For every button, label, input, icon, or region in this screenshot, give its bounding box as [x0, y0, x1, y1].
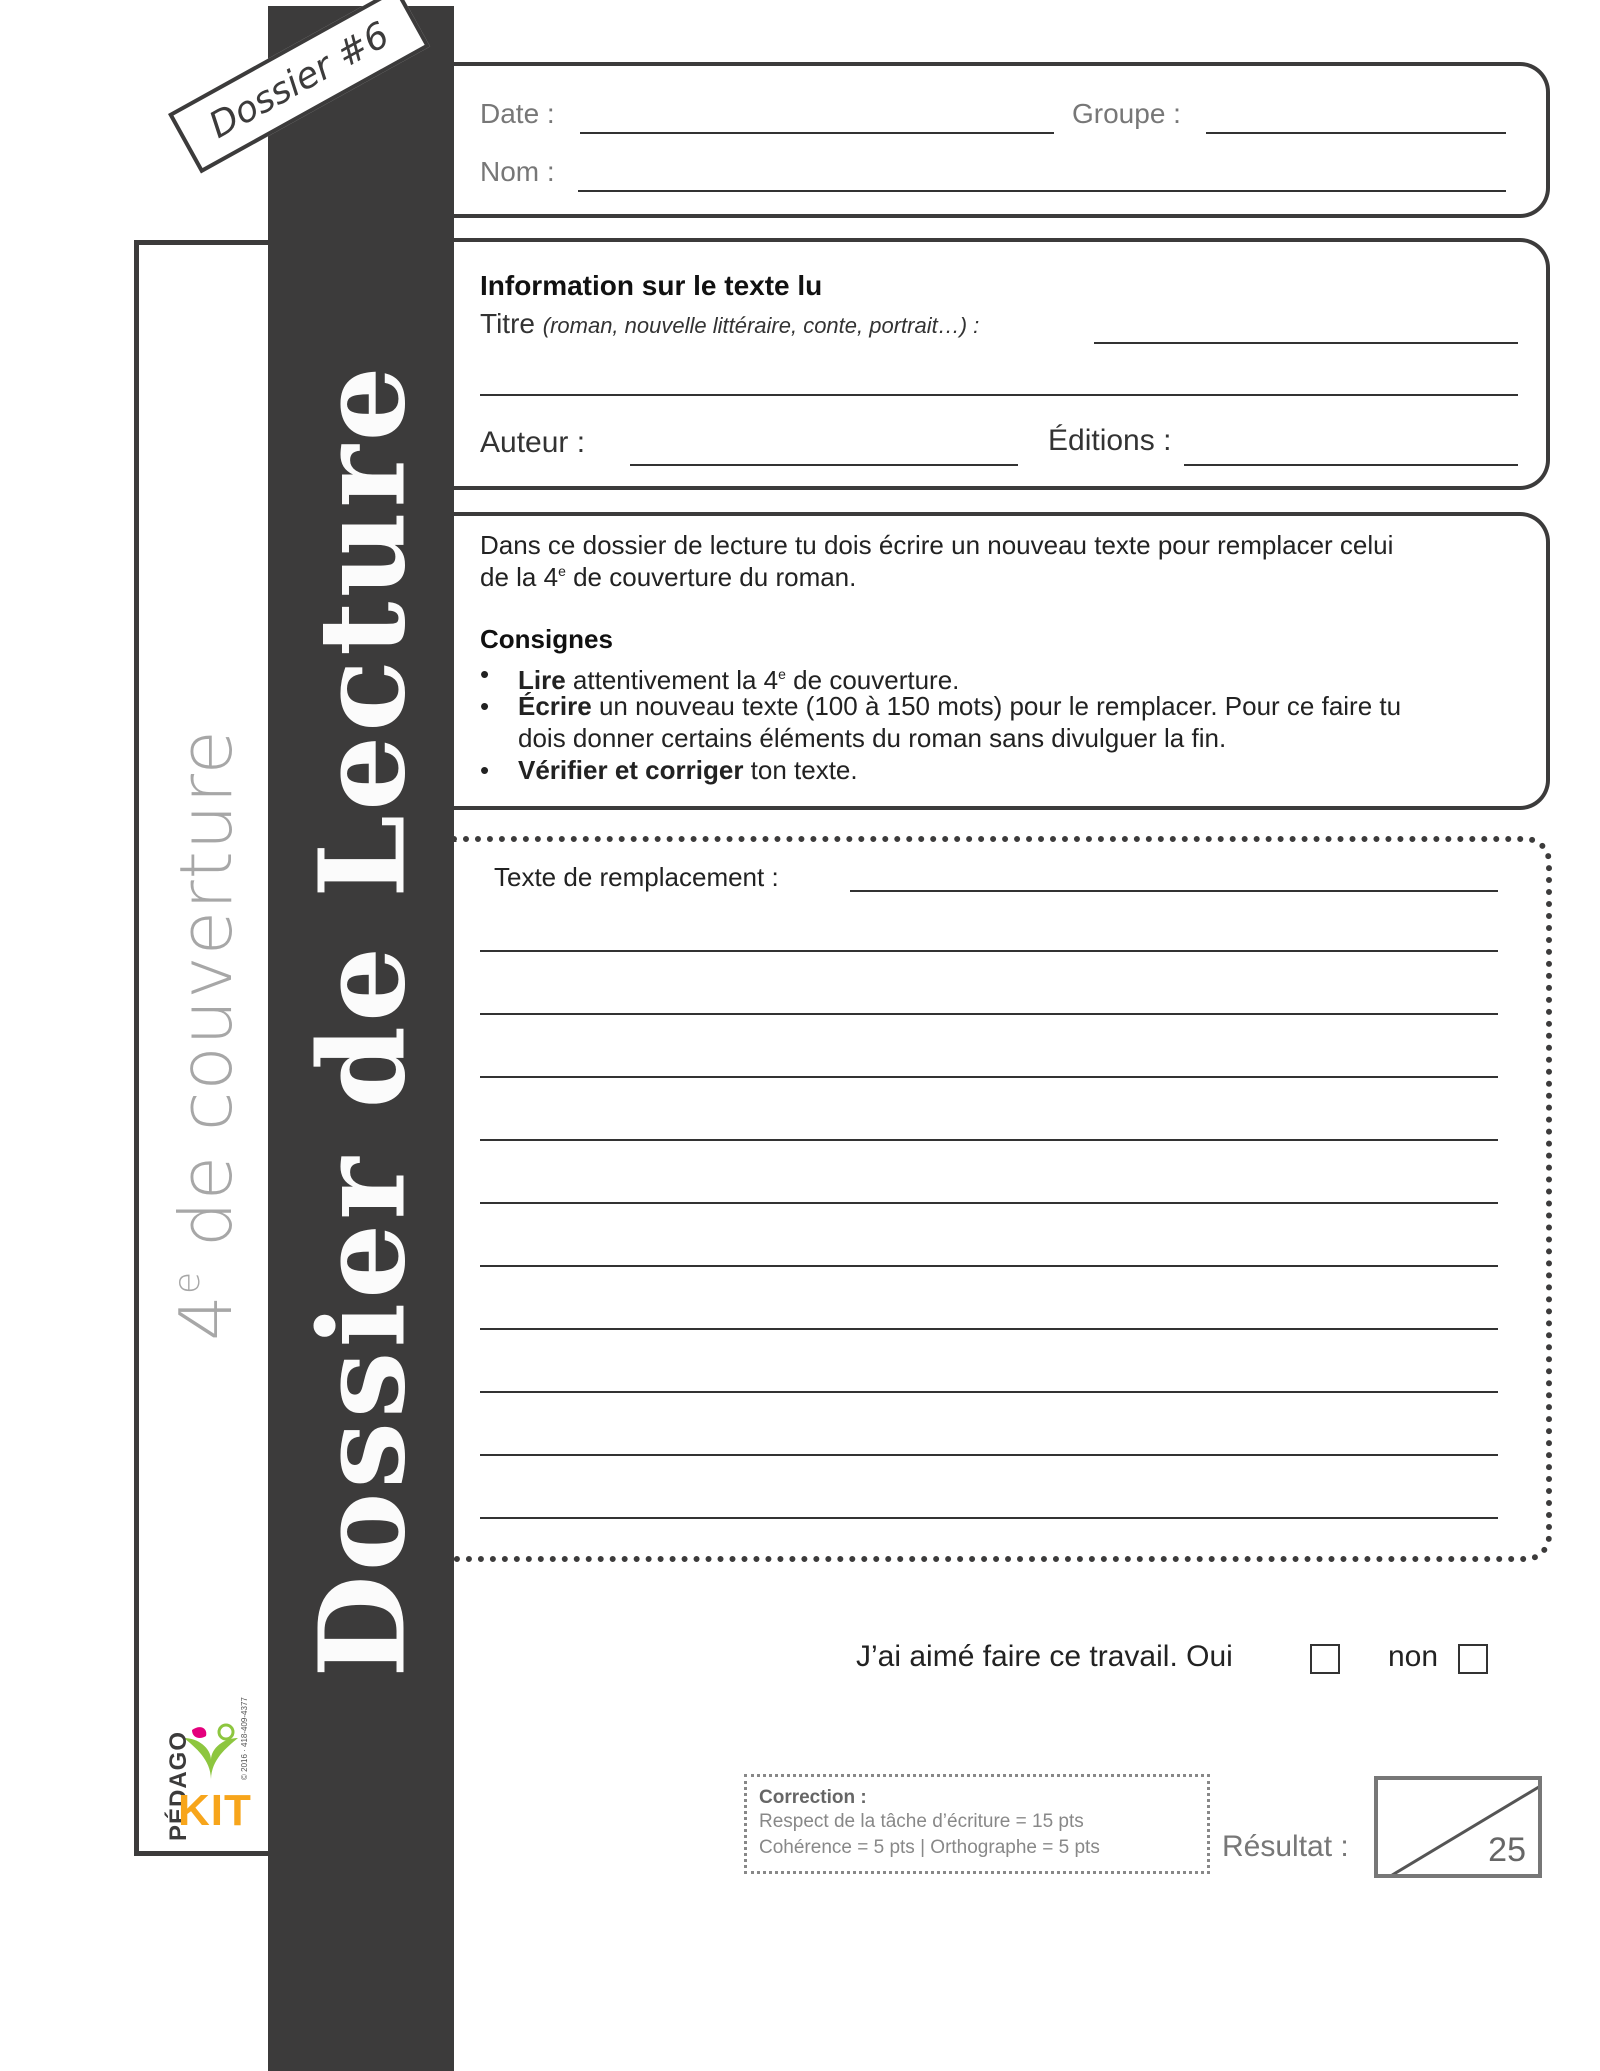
writing-line[interactable]: [480, 1013, 1498, 1015]
intro-line-1: Dans ce dossier de lecture tu dois écrire un nouveau texte pour remplacer celui: [480, 530, 1394, 560]
correction-box: [744, 1774, 1210, 1874]
group-label: Groupe :: [1072, 98, 1181, 129]
pedagokit-logo: [142, 1697, 254, 1842]
title-field-line2[interactable]: [480, 394, 1518, 396]
writing-line[interactable]: [480, 1139, 1498, 1141]
editions-label: Éditions :: [1048, 424, 1172, 457]
editions-field[interactable]: [1184, 464, 1518, 466]
author-field[interactable]: [630, 464, 1018, 466]
consignes-heading: Consignes: [480, 624, 613, 654]
spine-title: Dossier de Lecture: [292, 362, 432, 1678]
writing-line[interactable]: [480, 950, 1498, 952]
correction-heading: Correction :: [759, 1787, 867, 1808]
writing-line[interactable]: [480, 1265, 1498, 1267]
result-label: Résultat :: [1222, 1830, 1349, 1863]
name-label: Nom :: [480, 156, 555, 187]
replacement-text-panel: [454, 836, 1552, 1562]
instructions-panel: [454, 512, 1550, 810]
date-label: Date :: [480, 98, 555, 129]
logo-phone: © 2016 · 418-409-4377: [240, 1697, 249, 1780]
score-box[interactable]: [1374, 1776, 1542, 1878]
no-label: non: [1388, 1640, 1439, 1673]
name-field[interactable]: [578, 190, 1506, 192]
writing-line[interactable]: [850, 890, 1498, 892]
group-field[interactable]: [1206, 132, 1506, 134]
no-checkbox[interactable]: [1458, 1644, 1488, 1674]
logo-text-kit: KIT: [178, 1786, 252, 1835]
writing-line[interactable]: [480, 1391, 1498, 1393]
intro-line-2: de la 4e de couverture du roman.: [480, 562, 857, 592]
dossier-tag-label: Dossier #6: [202, 14, 396, 147]
info-heading: Information sur le texte lu: [480, 270, 823, 301]
correction-line-2: Cohérence = 5 pts | Orthographe = 5 pts: [759, 1837, 1100, 1858]
score-total: 25: [1488, 1831, 1526, 1869]
feedback-question: J’ai aimé faire ce travail. Oui: [856, 1640, 1233, 1673]
date-field[interactable]: [580, 132, 1054, 134]
title-field[interactable]: [1094, 342, 1518, 344]
yes-checkbox[interactable]: [1310, 1644, 1340, 1674]
subject-title: 4e de couverture: [164, 729, 248, 1341]
text-info-panel: [454, 238, 1550, 490]
correction-line-1: Respect de la tâche d’écriture = 15 pts: [759, 1811, 1084, 1832]
consigne-item: • Vérifier et corriger ton texte.: [518, 754, 858, 786]
author-label: Auteur :: [480, 426, 586, 459]
writing-line[interactable]: [480, 1328, 1498, 1330]
consigne-item: • Lire attentivement la 4e de couverture.: [518, 658, 959, 696]
logo-text-pedago: PÉDAGO: [165, 1730, 193, 1842]
title-label: Titre: [480, 308, 535, 339]
writing-line[interactable]: [480, 1076, 1498, 1078]
writing-line[interactable]: [480, 1454, 1498, 1456]
writing-line[interactable]: [480, 1202, 1498, 1204]
identity-panel: [454, 62, 1550, 218]
title-hint: (roman, nouvelle littéraire, conte, portrait…) :: [542, 313, 980, 338]
consigne-item: • Écrire un nouveau texte (100 à 150 mots) pour le remplacer. Pour ce faire tu dois donner certains éléments du roman sans divulguer la fin.: [518, 690, 1401, 754]
writing-line[interactable]: [480, 1517, 1498, 1519]
replacement-label: Texte de remplacement :: [494, 862, 779, 892]
